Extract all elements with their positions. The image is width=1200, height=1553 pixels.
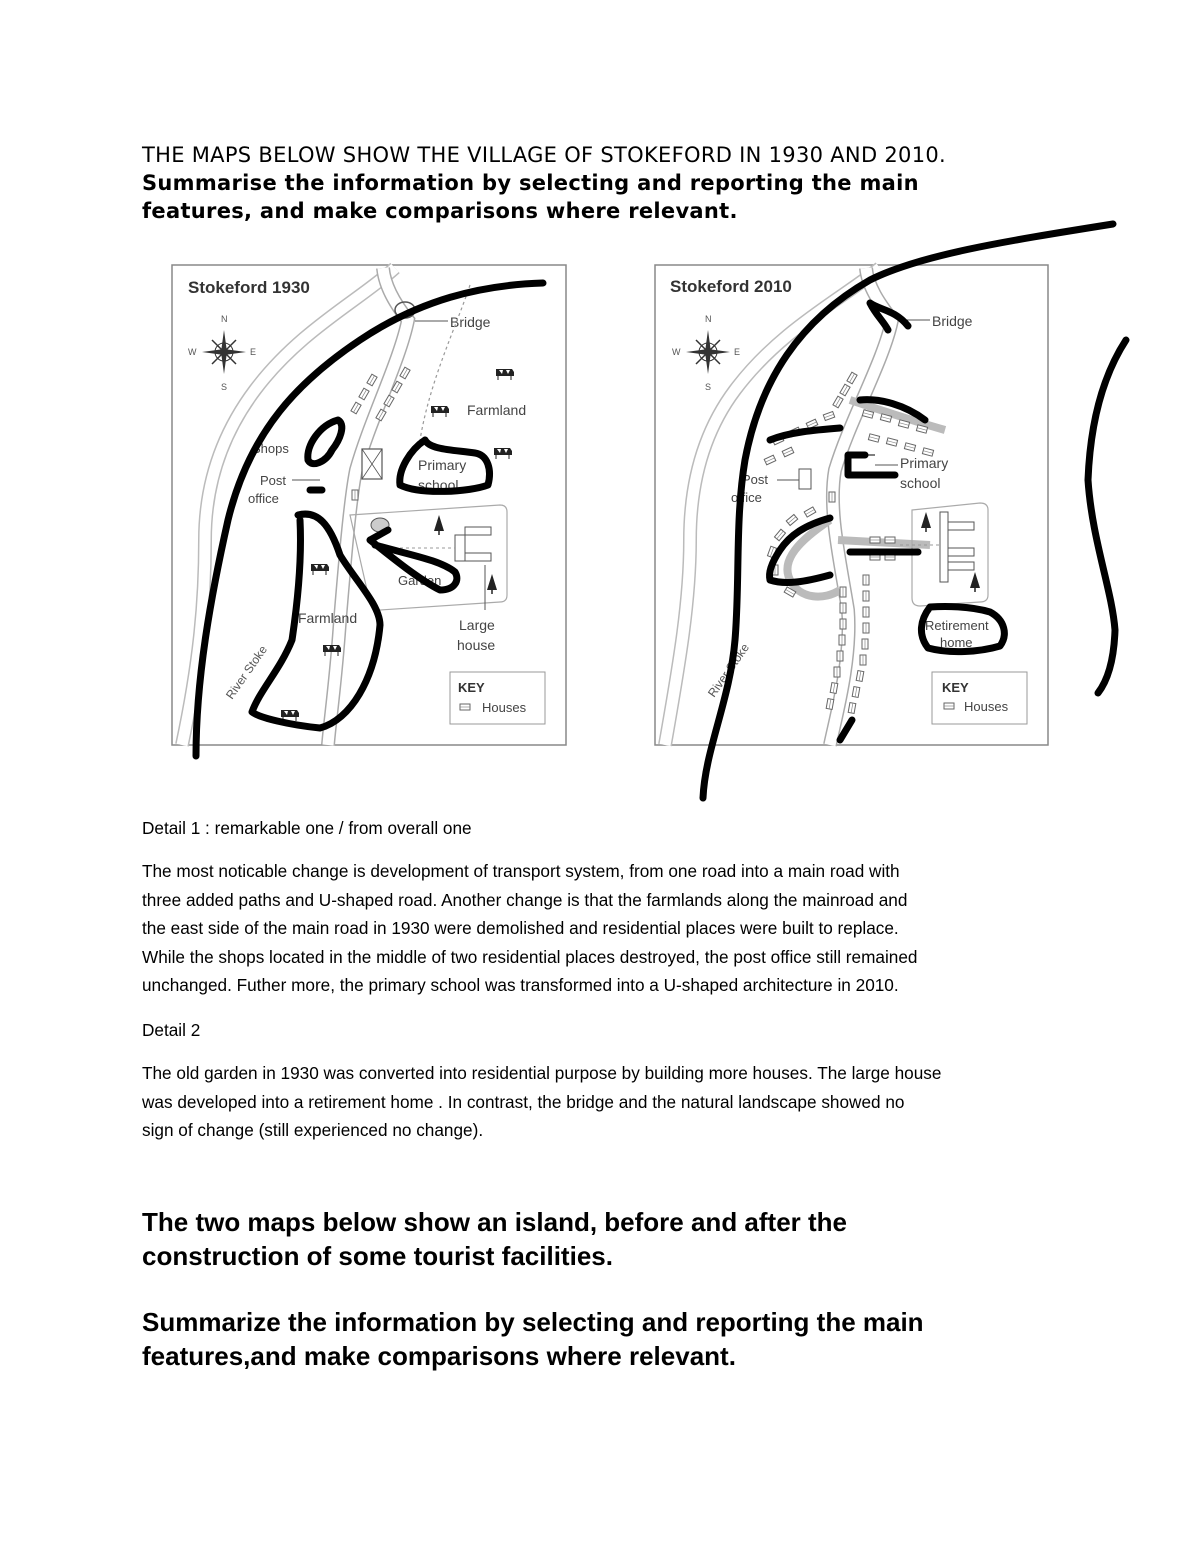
detail-1-line: the east side of the main road in 1930 were demolished and residential places were built to replace. [142,918,899,939]
detail-1-line: While the shops located in the middle of two residential places destroyed, the post office still remained [142,946,918,967]
heading-line-2: Summarise the information by selecting and reporting the main [142,171,919,195]
detail-2-line: sign of change (still experienced no change). [142,1120,484,1141]
post-office-2010 [799,469,811,489]
detail-2-title: Detail 2 [142,1020,201,1040]
river-stoke-label: River Stoke [222,642,271,702]
detail-2-line: The old garden in 1930 was converted into residential purpose by building more houses. The large house [142,1063,942,1083]
compass-s-label: S [705,382,712,392]
post-office-1930-label-2: office [248,491,279,506]
key-houses-label-2010: Houses [964,699,1009,714]
bridge-2010-label: Bridge [932,313,973,329]
detail-1-line: unchanged. Futher more, the primary school was transformed into a U-shaped architecture in 2010. [142,975,899,996]
detail-1-title: Detail 1 : remarkable one / from overall one [142,818,472,838]
large-house-label-2: house [457,637,496,653]
farmland-sw-label: Farmland [298,610,358,626]
task-prompt-1-line-1: The two maps below show an island, before and after the [142,1207,847,1237]
detail-1-line: three added paths and U-shaped road. Another change is that the farmlands along the mainroad and [142,889,908,910]
task-prompt-1 [142,1205,1122,1273]
heading-line-3: features, and make comparisons where relevant. [142,199,738,223]
key-houses-label: Houses [482,700,527,715]
detail-2-line: was developed into a retirement home . In contrast, the bridge and the natural landscape showed no [142,1091,905,1112]
post-office-1930-label-1: Post [260,473,287,488]
task-prompt-2-line-1: Summarize the information by selecting and reporting the main [142,1307,924,1337]
garden-label: Garden [398,573,442,588]
river-stoke-2010-label: River Stoke [704,640,753,700]
heading-line-1: THE MAPS BELOW SHOW THE VILLAGE OF STOKEFORD IN 1930 AND 2010. [142,143,947,167]
primary-school-1930-label-1: Primary [418,457,467,473]
post-office-2010-label-1: Post [742,472,769,487]
task-prompt-2 [142,1305,1122,1373]
compass-w-label: W [188,347,197,357]
compass-n-label: N [705,314,712,324]
compass-n-label: N [221,314,228,324]
farmland-ne-label: Farmland [467,402,527,418]
shops-label: Shops [252,441,289,456]
key-title-2010: KEY [942,680,969,695]
retirement-home-label-1: Retirement [925,618,989,633]
detail-1-line: The most noticable change is development of transport system, from one road into a main road with [142,861,900,881]
compass-w-label: W [672,347,681,357]
map-2010-title: Stokeford 2010 [670,277,792,296]
map-1930-title: Stokeford 1930 [188,278,310,297]
detail-2-paragraph [142,1059,1072,1145]
primary-school-1930-label-2: school [418,477,459,493]
map-2010 [655,265,1048,745]
compass-s-label: S [221,382,228,392]
new-road-2010 [838,540,930,545]
post-office-2010-label-2: office [731,490,762,505]
compass-e-label: E [250,347,257,357]
task-prompt-1-line-2: construction of some tourist facilities. [142,1241,613,1271]
compass-e-label: E [734,347,741,357]
task-prompt-2-line-2: features,and make comparisons where relevant. [142,1341,736,1371]
primary-school-2010-label-1: Primary [900,455,949,471]
primary-school-2010-label-2: school [900,475,941,491]
bridge-1930-label: Bridge [450,314,491,330]
large-house-label-1: Large [459,617,495,633]
retirement-home-label-2: home [940,635,973,650]
detail-1-paragraph [142,857,1072,1000]
key-title: KEY [458,680,485,695]
